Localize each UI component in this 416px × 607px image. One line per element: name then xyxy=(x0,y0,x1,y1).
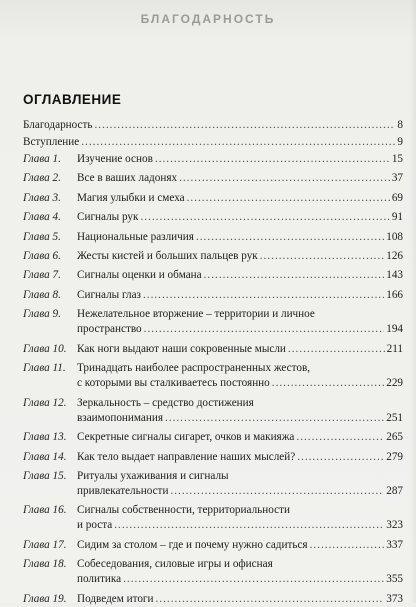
entry-line xyxy=(23,135,403,150)
chapter-title-text: Сигналы глаз xyxy=(77,288,141,301)
chapter-title-text: Сигналы собственности, территориальности xyxy=(77,504,290,517)
chapter-label xyxy=(23,361,66,376)
chapter-label xyxy=(23,210,61,225)
chapter-title xyxy=(77,210,403,225)
dot-leader xyxy=(296,430,384,445)
chapter-number: 5. xyxy=(49,230,61,243)
chapter-word: Глава xyxy=(23,558,50,571)
chapter-title-text: Собеседования, силовые игры и офисная xyxy=(77,558,273,571)
chapter-word: Глава xyxy=(23,362,50,375)
chapter-title xyxy=(77,342,403,357)
dot-leader xyxy=(94,118,395,133)
chapter-title-line xyxy=(77,484,403,499)
entry-line xyxy=(23,118,403,133)
page-number: 9 xyxy=(397,136,403,148)
chapter-label xyxy=(23,503,67,518)
chapter-title-text: политика xyxy=(77,573,122,586)
chapter-title-text: Тринадцать наиболее распространенных жестов, xyxy=(77,362,311,375)
page-number: 355 xyxy=(386,573,403,586)
chapter-label xyxy=(23,152,61,167)
page-number: 15 xyxy=(391,153,403,165)
chapter-word: Глава xyxy=(23,450,50,463)
chapter-title xyxy=(77,249,403,264)
chapter-title xyxy=(77,450,403,465)
entry-text: Вступление xyxy=(23,136,80,148)
entry-text: Благодарность xyxy=(23,119,93,131)
page-number: 37 xyxy=(391,172,403,185)
dot-leader xyxy=(260,249,384,264)
dot-leader xyxy=(140,210,389,225)
chapter-word: Глава xyxy=(23,269,50,282)
chapter-label xyxy=(23,557,67,572)
chapter-label xyxy=(23,191,61,206)
chapter-title-line xyxy=(77,411,403,426)
chapter-number: 11. xyxy=(49,362,66,375)
chapter-word: Глава xyxy=(23,288,50,301)
dot-leader xyxy=(114,518,384,533)
page-number: 8 xyxy=(397,119,403,131)
chapter-title-line xyxy=(77,376,403,391)
chapter-title-text: и роста xyxy=(77,519,113,532)
chapter-title-line xyxy=(77,361,403,376)
chapter-title-line xyxy=(77,288,403,303)
chapter-title-text: Сигналы оценки и обмана xyxy=(77,269,202,282)
chapter-number: 17. xyxy=(49,538,67,551)
chapter-title-text: Жесты кистей и больших пальцев рук xyxy=(77,250,258,262)
chapter-number: 12. xyxy=(49,396,67,409)
chapter-title-line xyxy=(77,518,403,533)
chapter-word: Глава xyxy=(23,396,50,409)
chapter-title xyxy=(77,230,403,245)
page-number: 323 xyxy=(386,519,403,532)
dot-leader xyxy=(165,411,384,426)
chapter-word: Глава xyxy=(23,172,50,185)
chapter-title-line xyxy=(77,572,403,587)
chapter-label xyxy=(23,469,67,484)
chapter-title-text: Подведем итоги xyxy=(77,592,154,605)
chapter-title xyxy=(77,361,403,391)
page-number: 373 xyxy=(386,592,403,605)
chapter-label xyxy=(23,396,67,411)
page-edge-shadow xyxy=(410,0,416,603)
dot-leader xyxy=(143,288,384,303)
dot-leader xyxy=(81,135,395,150)
chapter-number: 16. xyxy=(49,504,67,517)
chapter-word: Глава xyxy=(23,538,50,551)
dot-leader xyxy=(204,268,385,283)
chapter-label xyxy=(23,342,67,357)
chapter-title xyxy=(77,557,403,587)
dot-leader xyxy=(272,376,384,391)
page-number: 251 xyxy=(386,411,403,424)
chapter-title-line xyxy=(77,152,403,167)
chapter-word: Глава xyxy=(23,250,50,262)
chapter-title-line xyxy=(77,191,403,206)
chapter-number: 6. xyxy=(49,250,61,262)
chapter-title-text: Зеркальность – средство достижения xyxy=(77,396,254,409)
chapter-title-line xyxy=(77,322,403,337)
chapter-label xyxy=(23,592,67,607)
page-number: 91 xyxy=(391,211,403,224)
entry-title xyxy=(23,135,403,150)
page-number: 194 xyxy=(386,323,403,336)
chapter-title xyxy=(77,152,403,167)
chapter-title-line xyxy=(77,538,403,553)
chapter-title-line xyxy=(77,503,403,518)
chapter-title xyxy=(77,469,403,499)
page-number: 166 xyxy=(386,288,403,301)
page-number: 265 xyxy=(386,431,403,444)
chapter-number: 19. xyxy=(49,592,67,605)
page-number: 279 xyxy=(386,450,403,463)
running-head: БЛАГОДАРНОСТЬ xyxy=(140,12,276,26)
dot-leader xyxy=(155,152,390,167)
chapter-title-text: Магия улыбки и смеха xyxy=(77,191,185,204)
chapter-title-line xyxy=(77,268,403,283)
chapter-title-line xyxy=(77,592,403,607)
chapter-word: Глава xyxy=(23,308,50,321)
chapter-label xyxy=(23,450,67,465)
chapter-title-line xyxy=(77,171,403,186)
dot-leader xyxy=(196,230,384,245)
chapter-label xyxy=(23,230,61,245)
page-number: 126 xyxy=(386,250,403,262)
chapter-title-text: взаимопонимания xyxy=(77,411,163,424)
chapter-title-line xyxy=(77,230,403,245)
chapter-number: 7. xyxy=(49,269,61,282)
dot-leader xyxy=(123,572,384,587)
chapter-label xyxy=(23,268,61,283)
page-number: 287 xyxy=(386,484,403,497)
chapter-title xyxy=(77,538,403,553)
chapter-title-line xyxy=(77,557,403,572)
chapter-word: Глава xyxy=(23,469,50,482)
dot-leader xyxy=(187,191,390,206)
chapter-number: 10. xyxy=(49,342,67,355)
chapter-number: 1. xyxy=(49,153,61,165)
chapter-title-text: Сидим за столом – где и почему нужно садиться xyxy=(77,538,308,551)
dot-leader xyxy=(288,342,385,357)
chapter-number: 18. xyxy=(49,558,67,571)
chapter-number: 13. xyxy=(49,431,67,444)
chapter-title xyxy=(77,268,403,283)
chapter-title-text: Секретные сигналы сигарет, очков и макияжа xyxy=(77,431,295,444)
dot-leader xyxy=(297,450,384,465)
chapter-title-text: Все в ваших ладонях xyxy=(77,172,178,185)
entry-title xyxy=(23,118,403,133)
dot-leader xyxy=(170,484,384,499)
chapter-title-text: Национальные различия xyxy=(77,230,194,243)
page-number: 211 xyxy=(386,342,403,355)
chapter-title xyxy=(77,288,403,303)
chapter-title-text: Ритуалы ухаживания и сигналы xyxy=(77,469,229,482)
toc-title: ОГЛАВЛЕНИЕ xyxy=(23,92,122,107)
dot-leader xyxy=(144,322,385,337)
page-number: 337 xyxy=(386,538,403,551)
chapter-number: 3. xyxy=(49,191,61,204)
chapter-number: 2. xyxy=(49,172,61,185)
chapter-label xyxy=(23,249,61,264)
dot-leader xyxy=(156,592,385,607)
chapter-title-text: Нежелательное вторжение – территории и личное xyxy=(77,308,315,321)
page-number: 229 xyxy=(386,377,403,390)
chapter-number: 4. xyxy=(49,211,61,224)
chapter-title-text: с которыми вы сталкиваетесь постоянно xyxy=(77,377,270,390)
chapter-title-line xyxy=(77,342,403,357)
chapter-word: Глава xyxy=(23,230,50,243)
dot-leader xyxy=(179,171,390,186)
chapter-title-text: Сигналы рук xyxy=(77,211,139,224)
chapter-word: Глава xyxy=(23,153,50,165)
chapter-title-line xyxy=(77,396,403,411)
chapter-number: 9. xyxy=(49,308,61,321)
chapter-word: Глава xyxy=(23,431,50,444)
chapter-number: 15. xyxy=(49,469,67,482)
chapter-title xyxy=(77,503,403,533)
page-number: 108 xyxy=(386,230,403,243)
chapter-title xyxy=(77,430,403,445)
chapter-title xyxy=(77,396,403,426)
chapter-number: 14. xyxy=(49,450,67,463)
chapter-title-text: Изучение основ xyxy=(77,153,153,165)
chapter-title-text: привлекательности xyxy=(77,484,169,497)
chapter-label xyxy=(23,171,61,186)
page-number: 69 xyxy=(391,191,403,204)
chapter-word: Глава xyxy=(23,211,50,224)
page-number: 143 xyxy=(386,269,403,282)
chapter-title xyxy=(77,191,403,206)
chapter-label xyxy=(23,538,67,553)
chapter-title xyxy=(77,592,403,607)
chapter-title xyxy=(77,307,403,337)
chapter-title-line xyxy=(77,469,403,484)
chapter-title xyxy=(77,171,403,186)
chapter-title-line xyxy=(77,307,403,322)
chapter-word: Глава xyxy=(23,342,50,355)
chapter-title-text: Как тело выдает направление наших мыслей? xyxy=(77,450,296,463)
chapter-title-text: пространство xyxy=(77,323,142,336)
chapter-title-text: Как ноги выдают наши сокровенные мысли xyxy=(77,342,286,355)
dot-leader xyxy=(310,538,385,553)
chapter-title-line xyxy=(77,430,403,445)
chapter-label xyxy=(23,288,61,303)
chapter-word: Глава xyxy=(23,592,50,605)
chapter-number: 8. xyxy=(49,288,61,301)
chapter-word: Глава xyxy=(23,504,50,517)
chapter-title-line xyxy=(77,450,403,465)
chapter-label xyxy=(23,307,61,322)
chapter-word: Глава xyxy=(23,191,50,204)
chapter-title-line xyxy=(77,249,403,264)
chapter-label xyxy=(23,430,67,445)
chapter-title-line xyxy=(77,210,403,225)
